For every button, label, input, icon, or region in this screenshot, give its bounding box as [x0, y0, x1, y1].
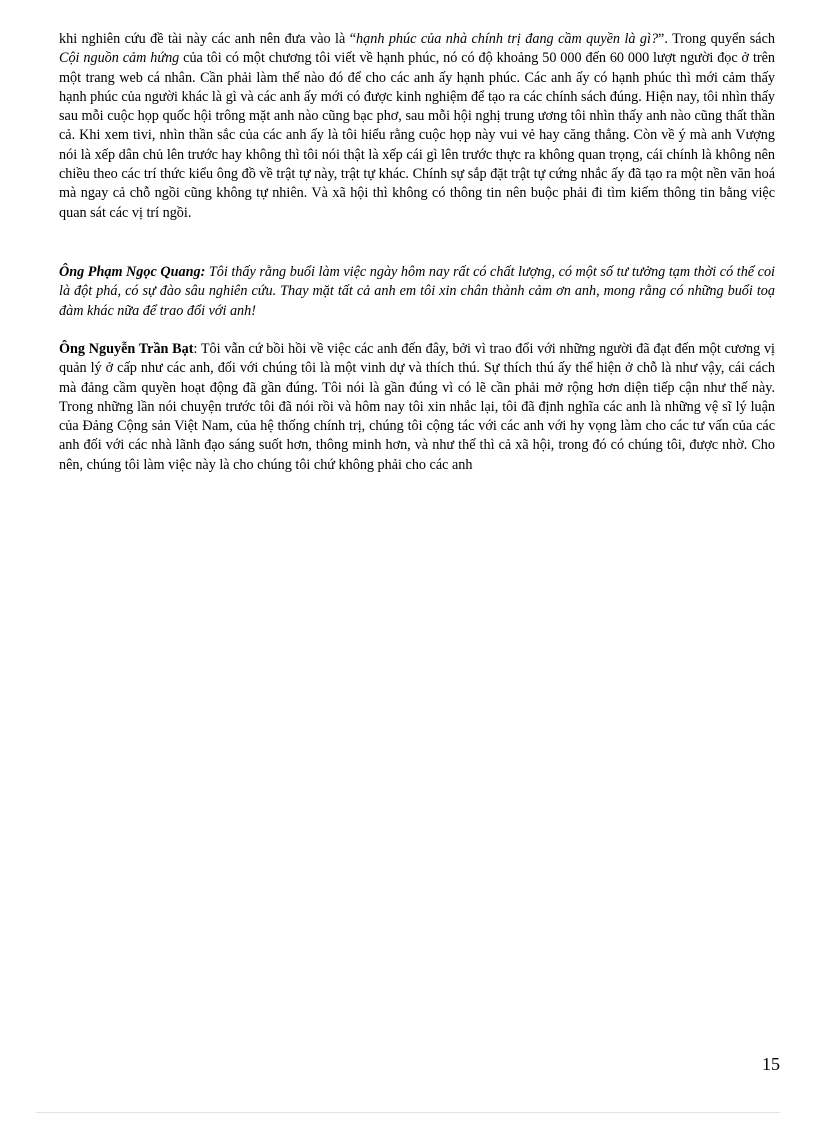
- speaker-name: Ông Phạm Ngọc Quang:: [59, 264, 206, 280]
- paragraph-text: [59, 340, 775, 475]
- page-number: 15: [762, 1054, 780, 1074]
- speech-text: Tôi thấy rằng buổi làm việc ngày hôm nay rất có chất lượng, có một số tư tưởng tạm thời có thể coi là đột phá, có sự đào sâu nghiên cứu. Thay mặt tất cả anh em tôi xin chân thành cảm ơn anh, mong rằng có những buổi toạ đàm khác nữa để trao đổi với anh!: [59, 264, 775, 319]
- text-run: khi nghiên cứu đề tài này các anh nên đưa vào là “: [59, 31, 357, 47]
- paragraph-pham-ngoc-quang: [59, 263, 775, 321]
- text-run: của tôi có một chương tôi viết về hạnh phúc, nó có độ khoảng 50 000 đến 60 000 lượt người đọc ở trên một trang web cá nhân. Cần phải làm thế nào đó để cho các anh ấy hạnh phúc. Các anh ấy có hạnh phúc thì mới cảm thấy hạnh phúc của người khác là gì và các anh ấy mới có được kinh nghiệm để tạo ra các chính sách đúng. Hiện nay, tôi nhìn thấy sau mỗi cuộc họp quốc hội trông mặt anh nào cũng bạc phơ, sau mỗi hội nghị trung ương tôi nhìn thấy anh nào cũng thất thần cả. Khi xem tivi, nhìn thần sắc của các anh ấy là tôi hiểu rằng cuộc họp này vui vẻ hay căng thẳng. Còn về ý mà anh Vượng nói là xếp dân chủ lên trước hay không thì tôi nói thật là xếp cái gì lên trước thực ra không quan trọng, cái chính là không nên chiều theo các trí thức kiểu ông đồ về trật tự này, trật tự khác. Chính sự sắp đặt trật tự cứng nhắc ấy đã tạo ra một nền văn hoá mà ngay cả chỗ ngồi cũng không tự nhiên. Và xã hội thì không có thông tin nên buộc phải đi tìm kiếm thông tin bằng việc quan sát các vị trí ngồi.: [59, 50, 776, 221]
- paragraph-nguyen-tran-bat: [59, 340, 775, 475]
- paragraph-text: [59, 30, 775, 223]
- paragraph-text: [59, 263, 775, 321]
- speaker-name: Ông Nguyễn Trần Bạt: [59, 341, 194, 357]
- text-run: ”. Trong quyển sách: [658, 31, 775, 47]
- speech-text: : Tôi vẫn cứ bồi hồi về việc các anh đến đây, bởi vì trao đổi với những người đã đạt đến một cương vị quản lý ở cấp như các anh, đối với chúng tôi là một vinh dự và thích thú. Sự thích thú ấy thể hiện ở chỗ là như vậy, cái cách mà đảng cầm quyền hoạt động đã gần đúng. Tôi nói là gần đúng vì có lẽ cần phải mở rộng hơn diện tiếp cận như thế này. Trong những lần nói chuyện trước tôi đã nói rồi và hôm nay tôi xin nhắc lại, tôi đã định nghĩa các anh là những vệ sĩ lý luận của Đảng Cộng sản Việt Nam, của hệ thống chính trị, chúng tôi cộng tác với các anh với hy vọng làm cho các tư vấn của các anh đối với các nhà lãnh đạo sáng suốt hơn, thông minh hơn, và như thế thì cả xã hội, trong đó có chúng tôi, được nhờ. Cho nên, chúng tôi làm việc này là cho chúng tôi chứ không phải cho các anh: [59, 341, 775, 473]
- paragraph-closing-remarks: [59, 30, 775, 223]
- quoted-question: hạnh phúc của nhà chính trị đang cầm quyền là gì?: [356, 31, 659, 47]
- book-title: Cội nguồn cảm hứng: [59, 50, 180, 67]
- page-bottom-rule: [36, 1112, 780, 1113]
